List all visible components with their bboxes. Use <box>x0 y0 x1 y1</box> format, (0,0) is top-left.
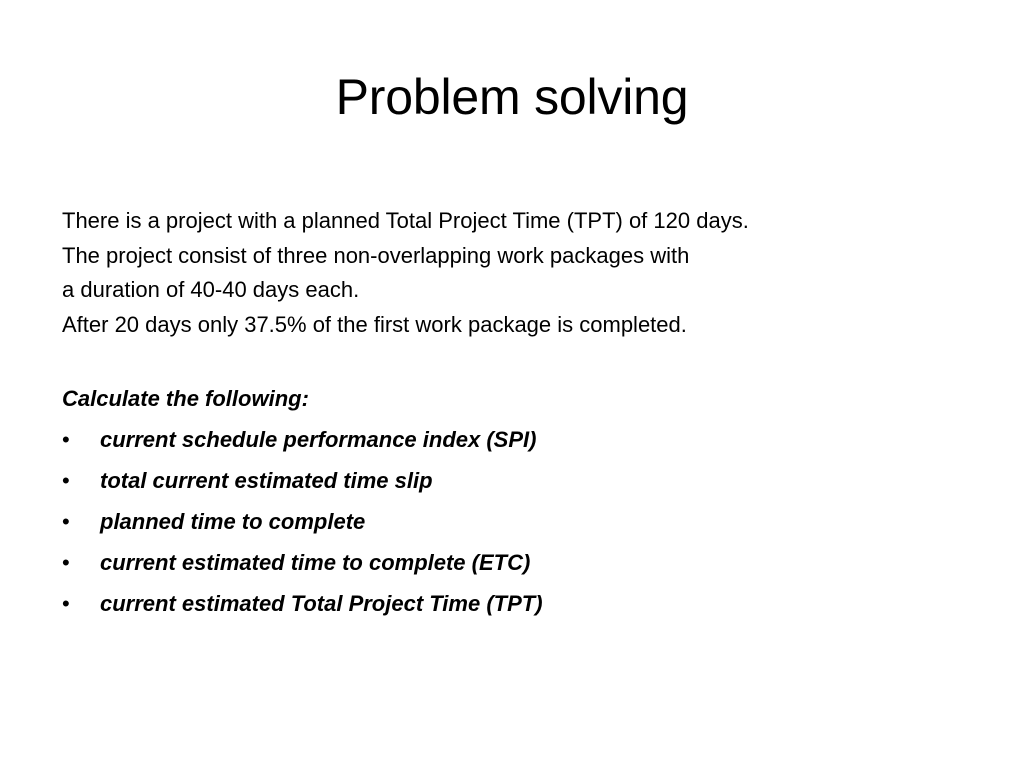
task-text: total current estimated time slip <box>100 468 433 493</box>
task-text: planned time to complete <box>100 509 366 534</box>
bullet-icon: • <box>62 427 70 452</box>
problem-statement-line: There is a project with a planned Total Project Time (TPT) of 120 days. <box>62 208 749 233</box>
task-heading: Calculate the following: <box>62 386 309 411</box>
bullet-icon: • <box>62 509 70 534</box>
problem-statement <box>62 204 982 342</box>
task-text: current schedule performance index (SPI) <box>100 427 537 452</box>
task-text: current estimated time to complete (ETC) <box>100 550 531 575</box>
bullet-icon: • <box>62 591 70 616</box>
problem-statement-line: The project consist of three non-overlapping work packages with <box>62 242 690 268</box>
problem-statement-line: After 20 days only 37.5% of the first work package is completed. <box>62 311 687 337</box>
bullet-icon: • <box>62 468 70 493</box>
task-text: current estimated Total Project Time (TPT) <box>100 591 543 616</box>
bullet-icon: • <box>62 550 70 575</box>
slide-title: Problem solving <box>335 69 689 125</box>
problem-statement-line: a duration of 40-40 days each. <box>62 277 360 303</box>
